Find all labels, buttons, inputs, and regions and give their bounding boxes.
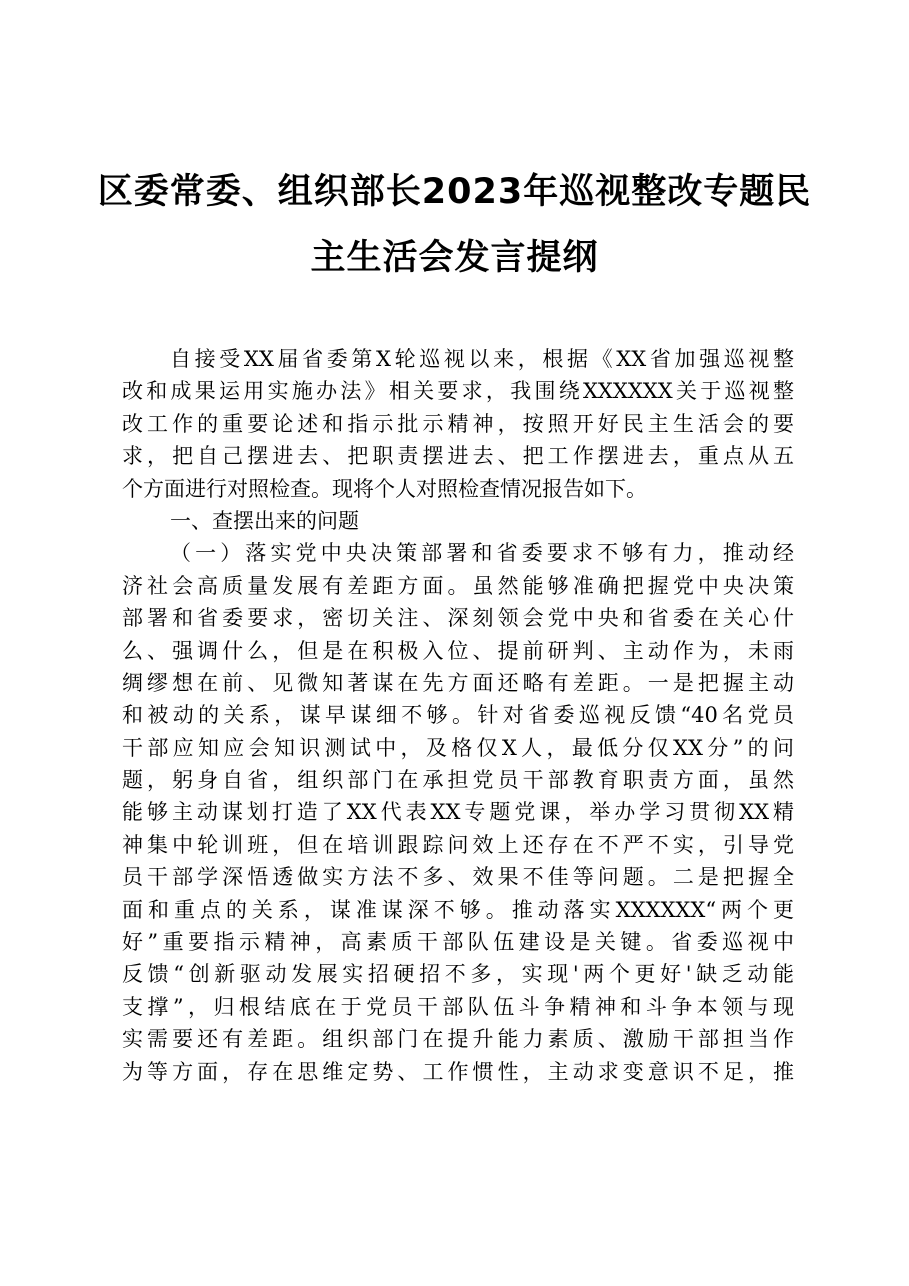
body-line: 和被动的关系，谋早谋细不够。针对省委巡视反馈“40名党员 [122,703,794,728]
body-line: 部署和省委要求，密切关注、深刻领会党中央和省委在关心什 [122,606,794,631]
body-line: 干部应知应会知识测试中，及格仅X人，最低分仅XX分”的问 [122,735,794,760]
body-line: 个方面进行对照检查。现将个人对照检查情况报告如下。 [122,476,647,501]
body-line: 支撑”，归根结底在于党员干部队伍斗争精神和斗争本领与现 [122,994,794,1019]
document-body [122,343,794,1088]
body-line: 么、强调什么，但是在积极入位、提前研判、主动作为，未雨 [122,638,794,663]
body-line: 济社会高质量发展有差距方面。虽然能够准确把握党中央决策 [122,573,794,598]
document-title-line-1: 区委常委、组织部长2023年巡视整改专题民 [97,172,812,212]
body-line: 为等方面，存在思维定势、工作惯性，主动求变意识不足，推 [122,1059,794,1084]
body-line: 自接受XX届省委第X轮巡视以来，根据《XX省加强巡视整 [170,347,794,371]
body-line: 改工作的重要论述和指示批示精神，按照开好民主生活会的要 [122,411,794,436]
body-line: 改和成果运用实施办法》相关要求，我围绕XXXXXX关于巡视整 [122,379,794,404]
body-line: 好”重要指示精神，高素质干部队伍建设是关键。省委巡视中 [122,930,794,955]
document-title-line-2: 主生活会发言提纲 [310,238,599,278]
body-line: 一、查摆出来的问题 [170,508,359,533]
body-line: 反馈“创新驱动发展实招硬招不多，实现'两个更好'缺乏动能 [122,962,794,987]
body-line: 实需要还有差距。组织部门在提升能力素质、激励干部担当作 [122,1027,794,1052]
body-line: （一）落实党中央决策部署和省委要求不够有力，推动经 [170,541,794,566]
body-line: 神集中轮训班，但在培训跟踪问效上还存在不严不实，引导党 [122,832,794,857]
body-line: 员干部学深悟透做实方法不多、效果不佳等问题。二是把握全 [122,865,794,890]
body-line: 能够主动谋划打造了XX代表XX专题党课，举办学习贯彻XX精 [122,800,794,825]
body-line: 题，躬身自省，组织部门在承担党员干部教育职责方面，虽然 [122,768,794,793]
body-line: 面和重点的关系，谋准谋深不够。推动落实XXXXXX“两个更 [122,897,794,922]
body-line: 绸缪想在前、见微知著谋在先方面还略有差距。一是把握主动 [122,670,794,695]
body-line: 求，把自己摆进去、把职责摆进去、把工作摆进去，重点从五 [122,444,794,469]
